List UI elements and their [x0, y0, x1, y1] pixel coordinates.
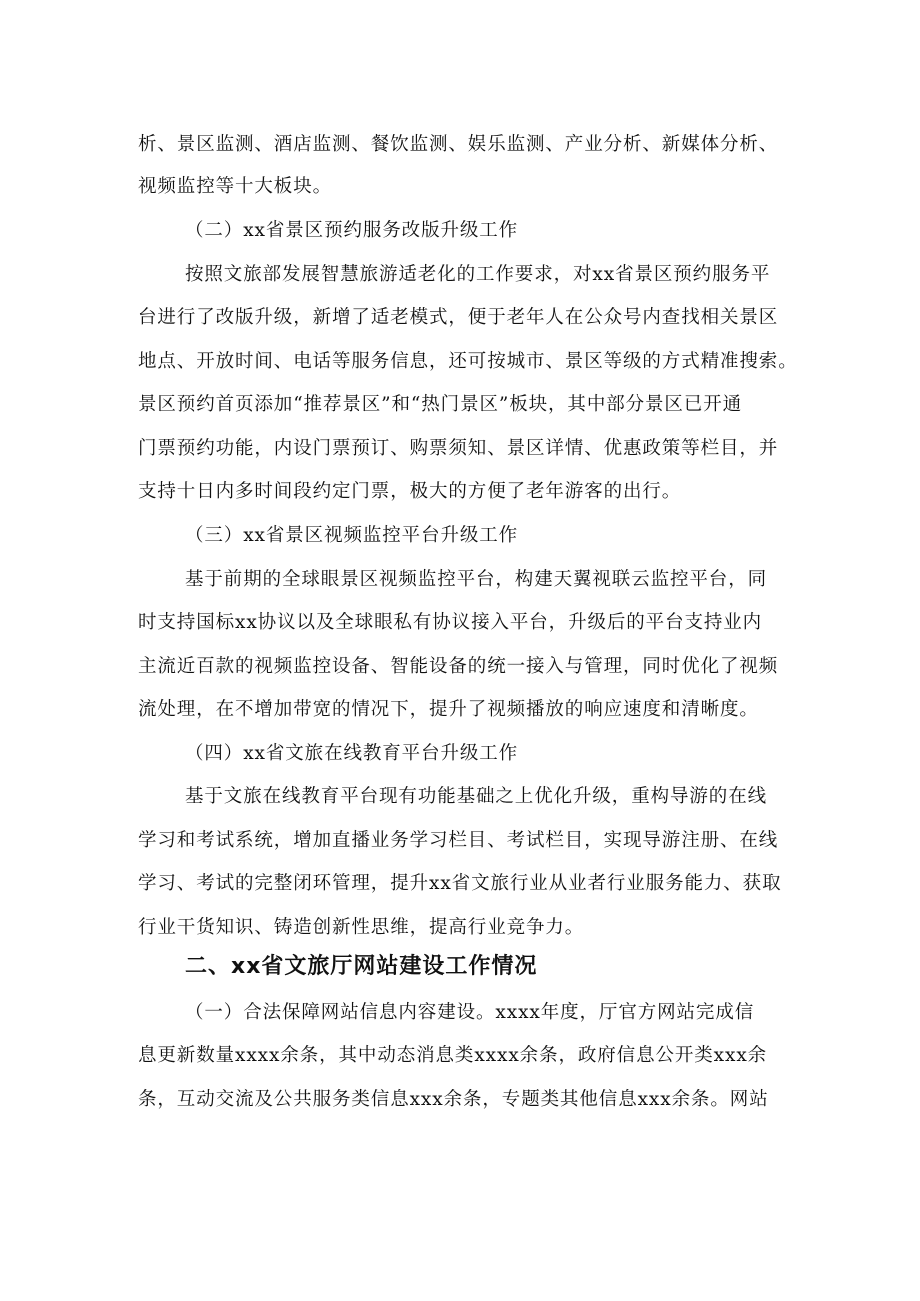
body-text-line: 按照文旅部发展智慧旅游适老化的工作要求，对xx省景区预约服务平 [185, 264, 771, 285]
body-text-line: 景区预约首页添加“推荐景区”和“热门景区”板块，其中部分景区已开通 [138, 394, 743, 415]
body-text-line: 析、景区监测、酒店监测、餐饮监测、娱乐监测、产业分析、新媒体分析、 [138, 134, 779, 155]
section-subheading: （二）xx省景区预约服务改版升级工作 [185, 220, 519, 241]
body-text-line: 行业干货知识、铸造创新性思维，提高行业竞争力。 [138, 917, 585, 938]
section-subheading: （三）xx省景区视频监控平台升级工作 [185, 525, 519, 546]
section-subheading: （四）xx省文旅在线教育平台升级工作 [185, 743, 519, 764]
body-text-line: 主流近百款的视频监控设备、智能设备的统一接入与管理，同时优化了视频 [138, 656, 779, 677]
body-text-line: （一）合法保障网站信息内容建设。xxxx年度，厅官方网站完成信 [185, 1002, 755, 1023]
body-text-line: 息更新数量xxxx余条，其中动态消息类xxxx余条，政府信息公开类xxx余 [138, 1045, 768, 1066]
body-text-line: 台进行了改版升级，新增了适老模式，便于老年人在公众号内查找相关景区 [138, 307, 779, 328]
body-text-line: 学习、考试的完整闭环管理，提升xx省文旅行业从业者行业服务能力、获取 [138, 873, 782, 894]
body-text-line: 地点、开放时间、电话等服务信息，还可按城市、景区等级的方式精准搜索。 [138, 351, 798, 372]
body-text-line: 视频监控等十大板块。 [138, 176, 333, 197]
body-text-line: 条，互动交流及公共服务类信息xxx余条，专题类其他信息xxx余条。网站 [138, 1089, 769, 1110]
body-text-line: 基于前期的全球眼景区视频监控平台，构建天翼视联云监控平台，同 [185, 569, 768, 590]
body-text-line: 流处理，在不增加带宽的情况下，提升了视频播放的响应速度和清晰度。 [138, 699, 759, 720]
body-text-line: 时支持国标xx协议以及全球眼私有协议接入平台，升级后的平台支持业内 [138, 612, 763, 633]
body-text-line: 支持十日内多时间段约定门票，极大的方便了老年游客的出行。 [138, 481, 682, 502]
body-text-line: 学习和考试系统，增加直播业务学习栏目、考试栏目，实现导游注册、在线 [138, 830, 779, 851]
section-heading: 二、xx省文旅厅网站建设工作情况 [185, 954, 538, 979]
body-text-line: 门票预约功能，内设门票预订、购票须知、景区详情、优惠政策等栏目，并 [138, 438, 779, 459]
body-text-line: 基于文旅在线教育平台现有功能基础之上优化升级，重构导游的在线 [185, 786, 768, 807]
